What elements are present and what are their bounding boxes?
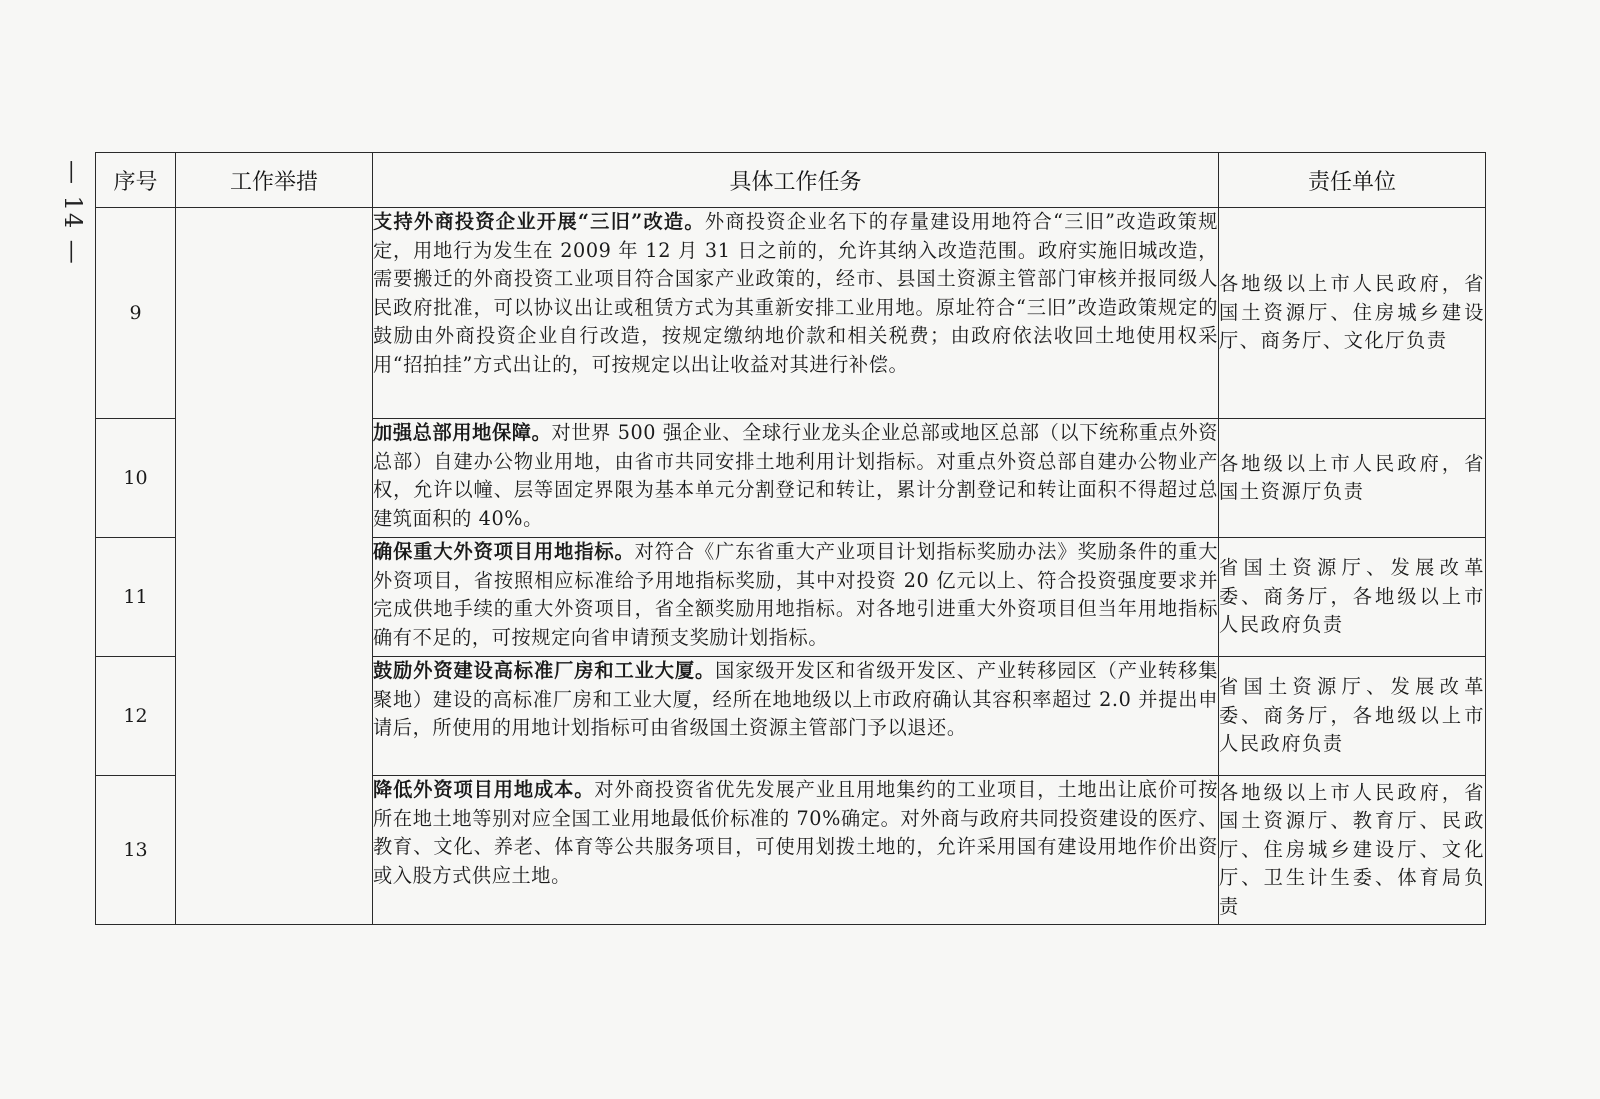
task-title: 确保重大外资项目用地指标。	[373, 540, 635, 563]
task-title: 加强总部用地保障。	[373, 421, 552, 444]
table-header-row	[96, 153, 1486, 208]
measure-cell	[176, 208, 373, 925]
task-title: 鼓励外资建设高标准厂房和工业大厦。	[373, 659, 716, 682]
table-row	[96, 208, 1486, 419]
row-number: 12	[96, 657, 176, 776]
task-cell	[373, 776, 1219, 925]
row-number: 10	[96, 419, 176, 538]
task-body: 对符合《广东省重大产业项目计划指标奖励办法》奖励条件的重大外资项目，省按照相应标准给予用地指标奖励，其中对投资 20 亿元以上、符合投资强度要求并完成供地手续的重大外资项目，省全额奖励用地指标。对各地引进重大外资项目但当年用地指标确有不足的，可按规定向省申请预支奖励计划指标。	[373, 540, 1218, 649]
row-number: 13	[96, 776, 176, 925]
task-body: 外商投资企业名下的存量建设用地符合“三旧”改造政策规定，用地行为发生在 2009 年 12 月 31 日之前的，允许其纳入改造范围。政府实施旧城改造，需要搬迁的外商投资工业项目符合国家产业政策的，经市、县国土资源主管部门审核并报同级人民政府批准，可以协议出让或租赁方式为其重新安排工业用地。原址符合“三旧”改造政策规定的鼓励由外商投资企业自行改造，按规定缴纳地价款和相关税费；由政府依法收回土地使用权采用“招拍挂”方式出让的，可按规定以出让收益对其进行补偿。	[373, 210, 1218, 376]
task-cell	[373, 657, 1219, 776]
task-body: 国家级开发区和省级开发区、产业转移园区（产业转移集聚地）建设的高标准厂房和工业大厦，经所在地地级以上市政府确认其容积率超过 2.0 并提出申请后，所使用的用地计划指标可由省级国土资源主管部门予以退还。	[373, 659, 1219, 739]
unit-cell: 各地级以上市人民政府，省国土资源厅、住房城乡建设厅、商务厅、文化厅负责	[1219, 208, 1486, 419]
row-number: 9	[96, 208, 176, 419]
header-task: 具体工作任务	[373, 153, 1219, 208]
task-body: 对外商投资省优先发展产业且用地集约的工业项目，土地出让底价可按所在地土地等别对应全国工业用地最低价标准的 70%确定。对外商与政府共同投资建设的医疗、教育、文化、养老、体育等公共服务项目，可使用划拨土地的，允许采用国有建设用地作价出资或入股方式供应土地。	[373, 778, 1218, 887]
unit-cell: 省国土资源厅、发展改革委、商务厅，各地级以上市人民政府负责	[1219, 538, 1486, 657]
row-number: 11	[96, 538, 176, 657]
task-title: 支持外商投资企业开展“三旧”改造。	[373, 210, 705, 233]
task-cell	[373, 208, 1219, 419]
task-cell	[373, 538, 1219, 657]
header-unit: 责任单位	[1219, 153, 1486, 208]
task-title: 降低外资项目用地成本。	[373, 778, 595, 801]
page-number: — 14 —	[59, 160, 87, 266]
unit-cell: 各地级以上市人民政府，省国土资源厅负责	[1219, 419, 1486, 538]
task-table	[95, 152, 1486, 925]
task-body: 对世界 500 强企业、全球行业龙头企业总部或地区总部（以下统称重点外资总部）自建办公物业用地，由省市共同安排土地利用计划指标。对重点外资总部自建办公物业产权，允许以幢、层等固定界限为基本单元分割登记和转让，累计分割登记和转让面积不得超过总建筑面积的 40%。	[373, 421, 1219, 530]
header-measure: 工作举措	[176, 153, 373, 208]
header-no: 序号	[96, 153, 176, 208]
task-cell	[373, 419, 1219, 538]
unit-cell: 各地级以上市人民政府，省国土资源厅、教育厅、民政厅、住房城乡建设厅、文化厅、卫生计生委、体育局负责	[1219, 776, 1486, 925]
unit-cell: 省国土资源厅、发展改革委、商务厅，各地级以上市人民政府负责	[1219, 657, 1486, 776]
